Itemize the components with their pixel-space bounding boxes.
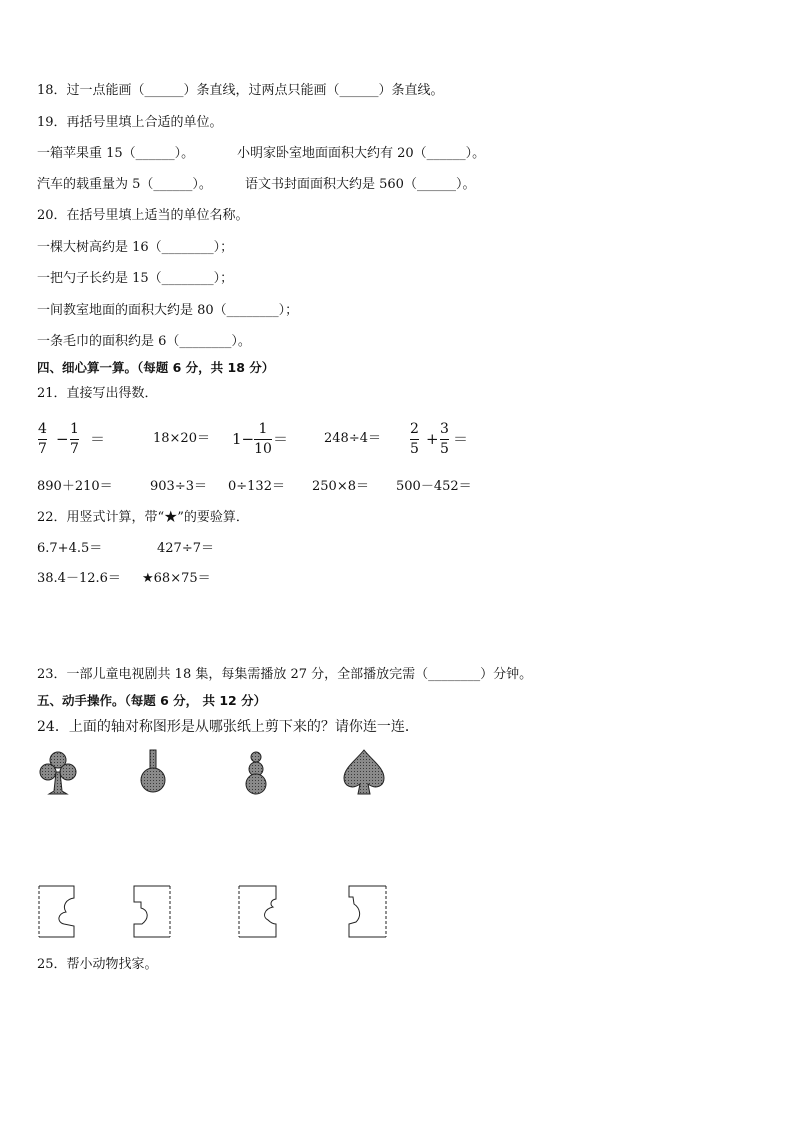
bottle-icon [141,750,165,792]
section-5-heading: 五、动手操作。（每题 6 分， 共 12 分） [37,693,267,708]
numerator: 3 [440,421,449,437]
paper-spade-half [349,886,386,937]
question-20-item-b: 一把勺子长约是 15（________）； [37,271,234,286]
denominator: 5 [410,441,419,457]
paper-bottle-half [134,886,170,937]
question-25-title: 25．帮小动物找家。 [37,957,158,972]
question-19-item-d: 语文书封面面积大约是 560（______）。 [245,177,476,192]
expr-4: 248÷4＝ [324,431,381,446]
operator: − [56,430,69,448]
question-22-a: 6.7+4.5＝ [37,541,103,556]
section-4-heading: 四、细心算一算。（每题 6 分，共 18 分） [37,360,275,375]
denominator: 7 [70,441,79,457]
club-icon [40,752,76,794]
gourd-icon [246,752,266,794]
question-19-item-b: 小明家卧室地面面积大约有 20（______）。 [237,146,486,161]
question-24-title: 24．上面的轴对称图形是从哪张纸上剪下来的？请你连一连． [37,719,419,735]
question-19-title: 19．再括号里填上合适的单位。 [37,115,223,130]
spade-icon [344,750,384,794]
equals: ＝ [453,430,469,448]
question-20-item-c: 一间教室地面的面积大约是 80（________）； [37,303,299,318]
question-22-b: 427÷7＝ [157,541,214,556]
paper-club-half [39,886,74,937]
question-19-item-c: 汽车的载重量为 5（______）。 [37,177,212,192]
question-19-item-a: 一箱苹果重 15（______）。 [37,146,195,161]
numerator: 2 [410,421,419,437]
question-23: 23．一部儿童电视剧共 18 集，每集需播放 27 分，全部播放完需（________）分钟。 [37,667,533,682]
equals: ＝ [273,430,289,448]
numerator: 1 [70,421,79,437]
question-22-title: 22．用竖式计算，带“★”的要验算． [37,510,249,525]
question-21-title: 21．直接写出得数． [37,386,158,401]
question-20-title: 20．在括号里填上适当的单位名称。 [37,208,249,223]
paper-gourd-half [239,886,276,937]
denominator: 10 [254,441,272,457]
numerator: 4 [38,421,47,437]
expr-row2-2: 903÷3＝ [150,479,207,494]
expr-row2-4: 250×8＝ [312,479,369,494]
equals: ＝ [90,430,106,448]
question-18: 18．过一点能画（______）条直线，过两点只能画（______）条直线。 [37,83,444,98]
expr-row2-5: 500－452＝ [396,479,472,494]
question-20-item-d: 一条毛巾的面积约是 6（________）。 [37,334,251,349]
expr-2: 18×20＝ [153,431,210,446]
denominator: 7 [38,441,47,457]
operator: + [426,430,439,448]
denominator: 5 [440,441,449,457]
question-20-item-a: 一棵大树高约是 16（________）； [37,240,234,255]
expr-row2-3: 0÷132＝ [228,479,285,494]
question-22-d: ★68×75＝ [142,571,211,586]
question-22-c: 38.4－12.6＝ [37,571,121,586]
numerator: 1 [258,421,268,437]
whole-minus: 1− [232,430,255,448]
expr-row2-1: 890＋210＝ [37,479,113,494]
